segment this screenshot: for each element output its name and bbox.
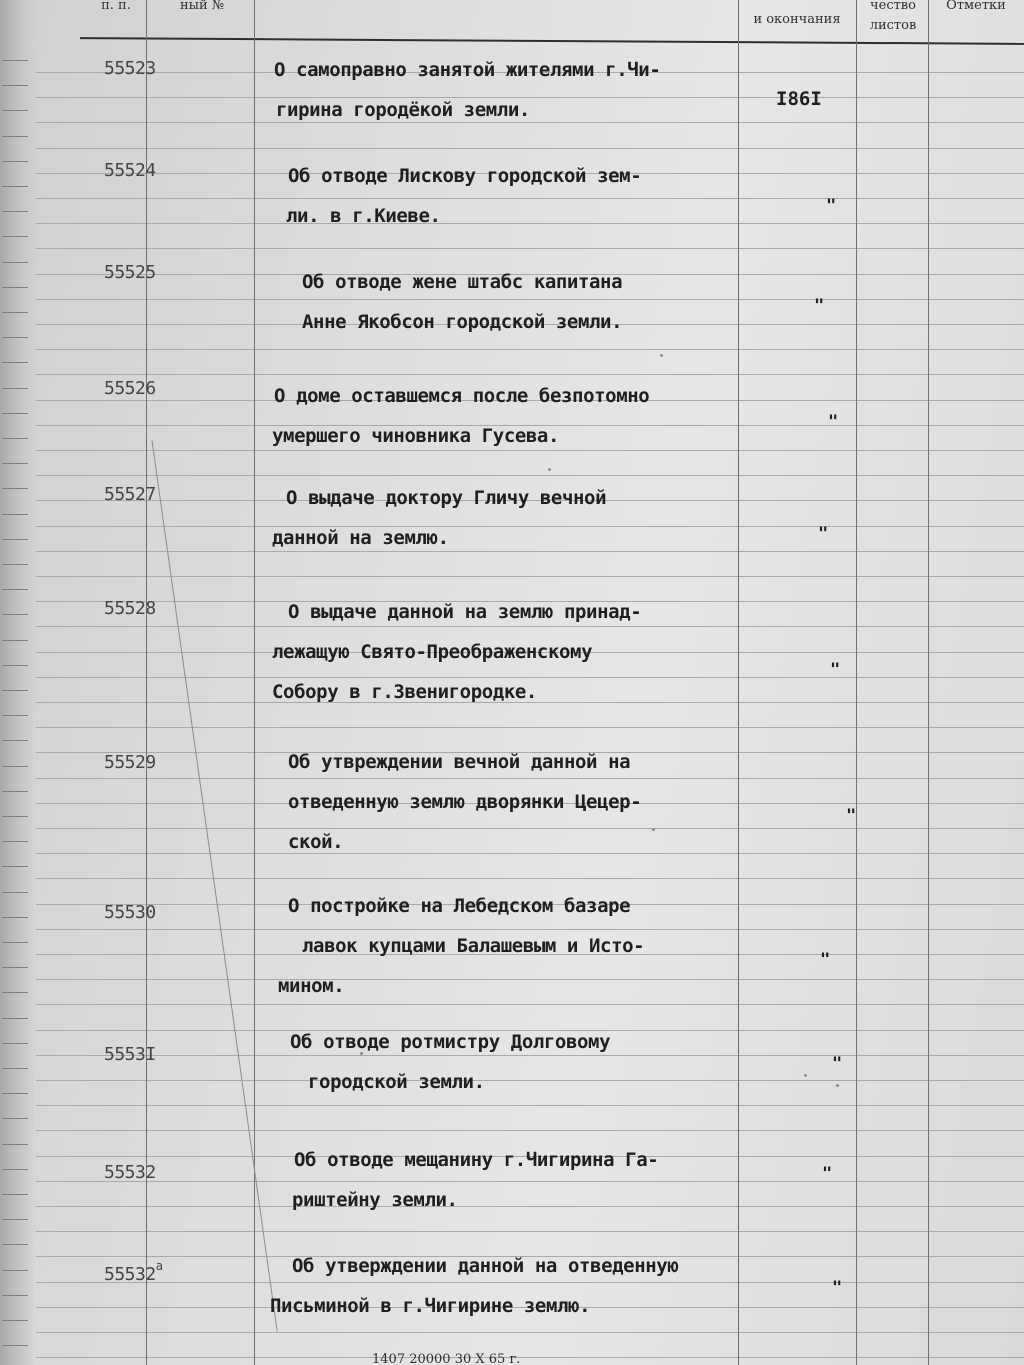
margin-tick [2,1270,28,1271]
entry-date: " [814,296,825,316]
entry-number-text: 55527 [104,484,156,505]
margin-tick [2,1093,28,1094]
margin-tick [2,614,28,615]
entry-title-line: лежащую Свято-Преображенскому [272,641,593,663]
entry-date: " [830,660,841,680]
ruled-line [36,1231,1024,1232]
header-col-dates: и окончания [753,12,841,27]
margin-tick [2,690,28,691]
ruled-line [36,223,1024,224]
header-col-notes: Отметки [946,0,1006,13]
margin-tick [2,337,28,338]
entry-title-line: Об отводе жене штабс капитана [302,271,623,293]
margin-tick [2,992,28,993]
margin-tick [2,362,28,363]
ruled-line [36,349,1024,350]
margin-tick [2,791,28,792]
margin-tick [2,942,28,943]
entry-number [104,1259,163,1285]
column-divider-line [738,0,739,1365]
entry-number [104,160,156,181]
margin-tick [2,1018,28,1019]
ink-speck [804,1074,807,1077]
entry-number-text: 55532 [104,1264,156,1285]
margin-tick [2,161,28,162]
margin-tick [2,766,28,767]
ruled-line [36,374,1024,375]
ruled-line [36,1105,1024,1106]
entry-date: " [846,806,857,826]
margin-tick [2,866,28,867]
margin-tick [2,388,28,389]
margin-tick [2,564,28,565]
margin-tick [2,60,28,61]
column-divider-line [856,0,857,1365]
entry-title-line: отведенную землю дворянки Цецер- [288,791,642,813]
margin-tick [2,967,28,968]
ruled-line [36,828,1024,829]
entry-title-line: ской. [288,831,344,853]
margin-tick [2,110,28,111]
entry-title-line: Об утверждении данной на отведенную [292,1255,679,1277]
entry-number [104,484,156,505]
entry-number [104,902,156,923]
ruled-line [36,1080,1024,1081]
entry-number-text: 55523 [104,58,156,79]
ruled-line [36,198,1024,199]
header-col-sheets [862,0,924,36]
entry-title-line: ли. в г.Киеве. [286,205,441,227]
entry-number [104,1044,156,1065]
margin-tick [2,1244,28,1245]
entry-date: " [826,196,837,216]
entry-number-text: 55526 [104,378,156,399]
margin-tick [2,413,28,414]
entry-date: " [822,1164,833,1184]
margin-tick [2,1194,28,1195]
margin-tick [2,1043,28,1044]
entry-title-line: О выдаче доктору Гличу вечной [286,487,607,509]
entry-number [104,598,156,619]
header-col-archive-number: ный № [179,0,225,13]
entry-number [104,378,156,399]
ruled-line [36,526,1024,527]
column-divider-line [928,0,929,1365]
entry-title-line: Собору в г.Звенигородке. [272,681,537,703]
ruled-line [36,576,1024,577]
margin-tick [2,917,28,918]
ruled-line [36,551,1024,552]
header-divider-line [80,37,1024,45]
margin-tick [2,841,28,842]
column-divider-line [146,0,147,1365]
margin-tick [2,136,28,137]
margin-tick [2,1118,28,1119]
entry-number-text: 55529 [104,752,156,773]
entry-date: " [828,412,839,432]
entry-title-line: Об отводе мещанину г.Чигирина Га- [294,1149,659,1171]
margin-tick [2,463,28,464]
margin-tick [2,186,28,187]
margin-tick [2,1144,28,1145]
entry-number-suffix: а [155,1259,163,1273]
ruled-line [36,727,1024,728]
margin-tick [2,488,28,489]
ink-speck [548,468,551,471]
entry-title-line: О самоправно занятой жителями г.Чи- [274,59,661,81]
ruled-line [36,122,1024,123]
margin-tick [2,287,28,288]
margin-tick [2,236,28,237]
entry-number-text: 55532 [104,1162,156,1183]
entry-title-line: гирина городёкой земли. [276,99,530,121]
margin-tick [2,1169,28,1170]
margin-tick [2,1345,28,1346]
ruled-line [36,853,1024,854]
entry-number-text: 5553I [104,1044,156,1065]
margin-tick [2,1295,28,1296]
ruled-line [36,1130,1024,1131]
ruled-line [36,1004,1024,1005]
margin-tick [2,740,28,741]
header-col-sheets-top: чество [870,0,916,13]
margin-tick [2,1219,28,1220]
page-binding-shadow [0,0,36,1365]
ruled-line [36,148,1024,149]
entry-date: " [832,1278,843,1298]
margin-tick [2,1320,28,1321]
entry-title-line: Об отводе ротмистру Долговому [290,1031,611,1053]
entry-title-line: Об отводе Лискову городской зем- [288,165,642,187]
margin-tick [2,715,28,716]
margin-tick [2,539,28,540]
ink-speck [652,828,655,831]
margin-tick [2,514,28,515]
entry-title-line: риштейну земли. [292,1189,458,1211]
entry-number-text: 55525 [104,262,156,283]
entry-title-line: О доме оставшемся после безпотомно [274,385,650,407]
margin-tick [2,816,28,817]
entry-title-line: умершего чиновника Гусева. [272,425,560,447]
ruled-line [36,878,1024,879]
ruled-line [36,1206,1024,1207]
entry-date: " [818,524,829,544]
ruled-line [36,979,1024,980]
entry-number [104,262,156,283]
entry-number-text: 55530 [104,902,156,923]
column-divider-line [254,0,255,1365]
print-run-footer: 1407 20000 30 X 65 г. [372,1352,521,1365]
margin-tick [2,85,28,86]
entry-title-line: данной на землю. [272,527,449,549]
entry-title-line: Письминой в г.Чигирине землю. [270,1295,591,1317]
margin-tick [2,312,28,313]
ink-speck [836,1084,839,1087]
entry-title-line: лавок купцами Балашевым и Исто- [302,935,645,957]
entry-title-line: Анне Якобсон городской земли. [302,311,623,333]
ruled-line [36,248,1024,249]
pencil-stroke [152,440,278,1331]
entry-number-text: 55528 [104,598,156,619]
ruled-line [36,97,1024,98]
margin-tick [2,211,28,212]
ruled-line [36,475,1024,476]
entry-date: I86I [776,88,822,110]
header-col-sheets-bottom: листов [869,18,917,34]
entry-number-text: 55524 [104,160,156,181]
entry-title-line: мином. [278,975,345,997]
entry-title-line: О постройке на Лебедском базаре [288,895,631,917]
entry-title-line: городской земли. [308,1071,485,1093]
entry-number [104,1162,156,1183]
ruled-line [36,1181,1024,1182]
ruled-line [36,1357,1024,1358]
entry-number [104,58,156,79]
ink-speck [660,354,663,357]
margin-tick [2,589,28,590]
entry-title-line: Об утвреждении вечной данной на [288,751,631,773]
margin-tick [2,438,28,439]
entry-number [104,752,156,773]
entry-title-line: О выдаче данной на землю принад- [288,601,642,623]
ruled-line [36,1332,1024,1333]
margin-tick [2,640,28,641]
margin-tick [2,1068,28,1069]
entry-date: " [832,1054,843,1074]
margin-tick [2,892,28,893]
margin-tick [2,665,28,666]
header-col-number: п. п. [101,0,131,13]
entry-date: " [820,950,831,970]
margin-tick [2,262,28,263]
